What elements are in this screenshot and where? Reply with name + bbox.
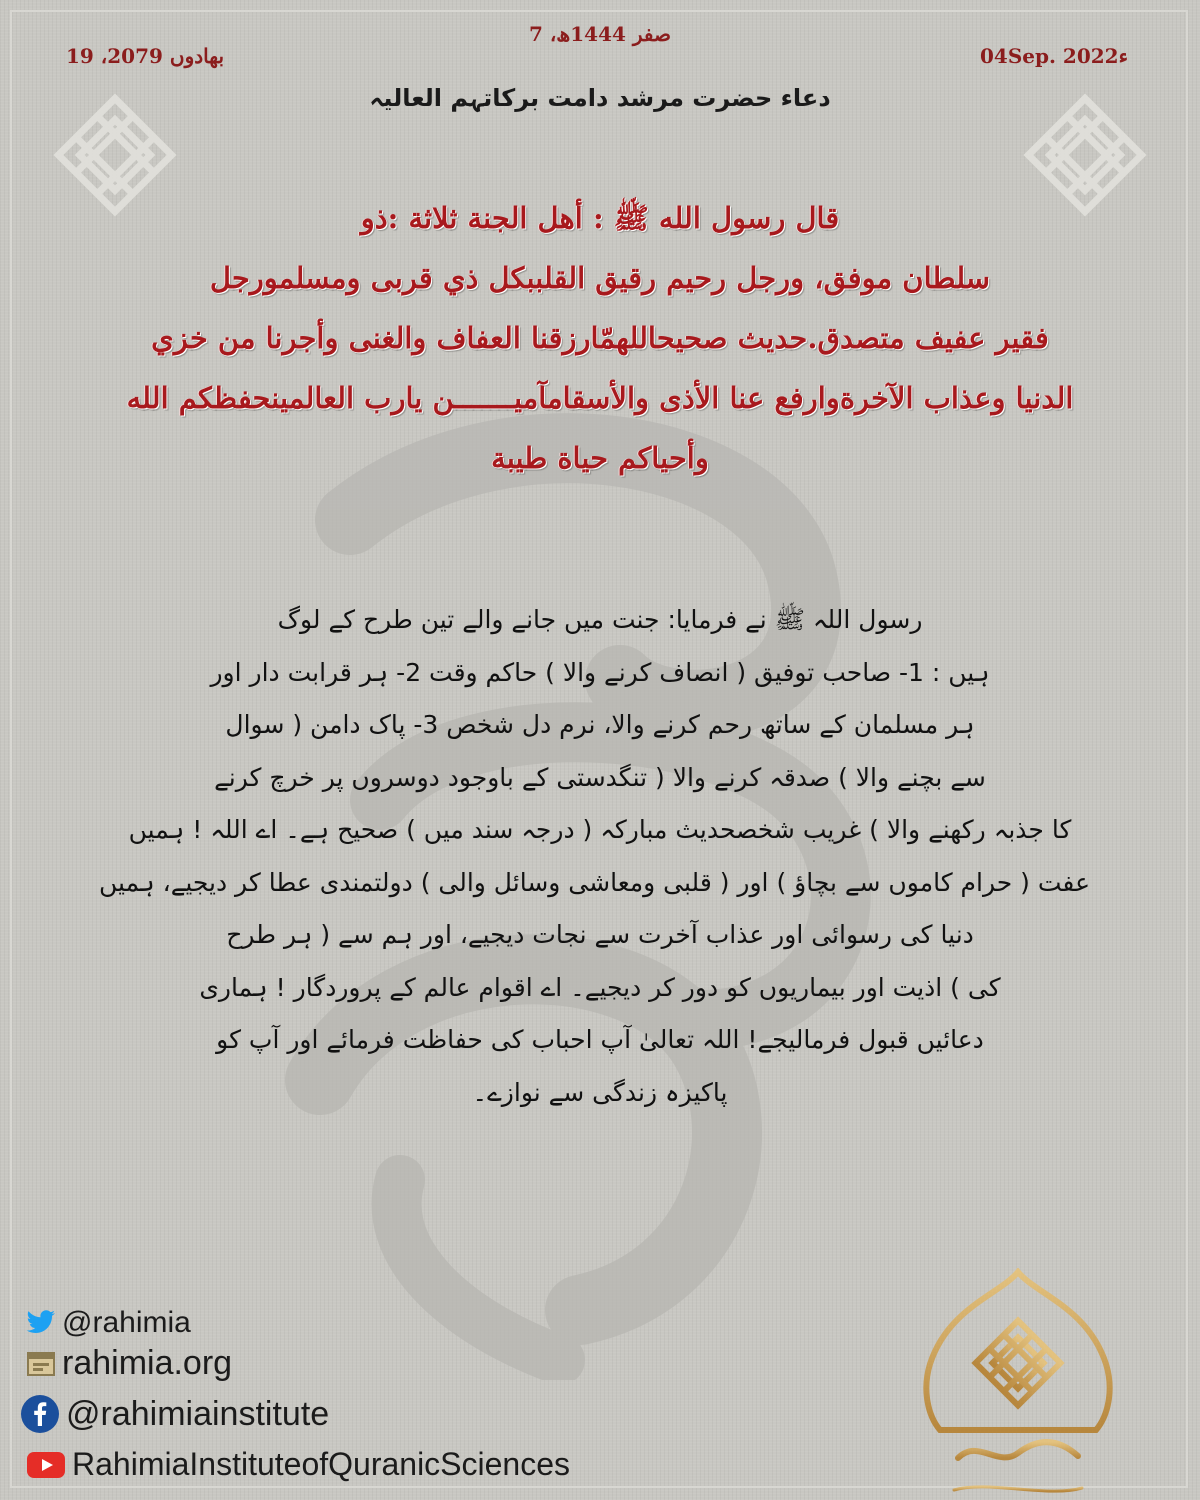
youtube-icon [26, 1451, 66, 1479]
facebook-icon [20, 1394, 60, 1434]
website-url: rahimia.org [62, 1344, 233, 1382]
youtube-link[interactable] [26, 1446, 570, 1483]
date-bikram: 19 ،بھادوں 2079 [66, 44, 225, 68]
urdu-line: رسول اللہ ﷺ نے فرمایا: جنت میں جانے والے تین طرح کے لوگ [277, 605, 923, 634]
arabic-line: قال رسول الله ﷺ : أهل الجنة ثلاثة :ذو [360, 201, 840, 235]
urdu-line: کی ) اذیت اور بیماریوں کو دور کر دیجیے۔ اے اقوام عالم کے پروردگار ! ہماری [199, 972, 1001, 1002]
urdu-translation-text [99, 594, 1090, 1119]
urdu-line: ہیں : 1- صاحب توفیق ( انصاف کرنے والا ) حاکم وقت 2- ہر قرابت دار اور [210, 657, 990, 687]
date-gregorian: 04Sep. 2022ء [980, 44, 1128, 68]
urdu-line: عفت ( حرام کاموں سے بچاؤ ) اور ( قلبی ومعاشی وسائل والی ) دولتمندی عطا کر دیجیے، ہمیں [99, 867, 1090, 897]
page-heading: دعاء حضرت مرشد دامت برکاتہم العالیہ [369, 84, 831, 112]
youtube-channel: RahimiaInstituteofQuranicSciences [72, 1446, 571, 1482]
date-hijri: 7 ،صفر 1444ھ [528, 22, 672, 46]
urdu-line: دنیا کی رسوائی اور عذاب آخرت سے نجات دیجیے، اور ہم سے ( ہر طرح [226, 920, 974, 949]
facebook-link[interactable] [20, 1394, 329, 1434]
rahimia-institute-logo [918, 1268, 1118, 1498]
urdu-line: سے بچنے والا ) صدقہ کرنے والا ( تنگدستی کے باوجود دوسروں پر خرچ کرنے [214, 762, 986, 792]
twitter-handle: @rahimia [62, 1306, 191, 1339]
facebook-handle: @rahimiainstitute [66, 1394, 330, 1433]
website-icon [26, 1351, 56, 1377]
urdu-line: کا جذبہ رکھنے والا ) غریب شخصحدیث مبارکہ ( درجہ سند میں ) صحیح ہے۔ اے اللہ ! ہمیں [128, 815, 1072, 844]
twitter-link[interactable] [26, 1306, 191, 1340]
urdu-line: ہر مسلمان کے ساتھ رحم کرنے والا، نرم دل شخص 3- پاک دامن ( سوال [225, 710, 975, 739]
arabic-line: فقير عفيف متصدق.حديث صحيحاللهمّارزقنا العفاف والغنى وأجرنا من خزي [151, 321, 1049, 355]
arabic-line: سلطان موفق، ورجل رحيم رقيق القلببكل ذي قربى ومسلمورجل [209, 261, 991, 295]
website-link[interactable] [26, 1344, 232, 1383]
arabic-hadith-text [90, 188, 1110, 488]
arabic-line: الدنيا وعذاب الآخرةوارفع عنا الأذى والأسقامآميـــــــن يارب العالمينحفظكم الله [126, 381, 1074, 415]
urdu-line: دعائیں قبول فرمالیجے! اللہ تعالیٰ آپ احباب کی حفاظت فرمائے اور آپ کو [216, 1025, 984, 1054]
arabic-line: وأحياكم حياة طيبة [491, 441, 709, 475]
twitter-bird-icon [26, 1310, 56, 1336]
urdu-line: پاکیزہ زندگی سے نوازے۔ [472, 1077, 728, 1107]
